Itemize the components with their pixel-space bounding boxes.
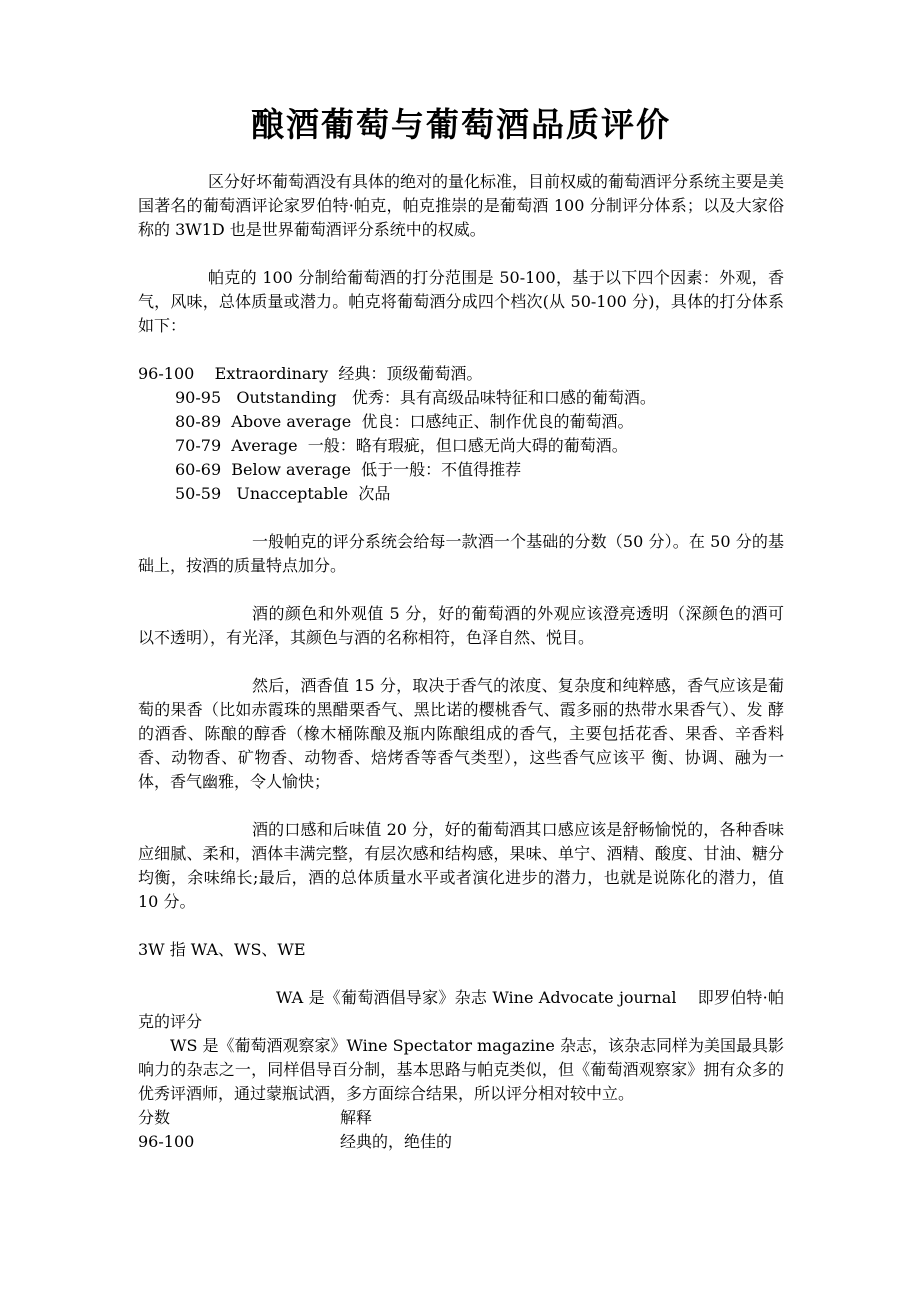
page-title: 酿酒葡萄与葡萄酒品质评价 bbox=[251, 105, 671, 144]
paragraph-intro: 区分好坏葡萄酒没有具体的绝对的量化标准，目前权威的葡萄酒评分系统主要是美国著名的葡萄酒评论家罗伯特·帕克，帕克推崇的是葡萄酒 100 分制评分体系；以及大家俗称的 3W1D 也是世界葡萄酒评分系统中的权威。 bbox=[138, 172, 785, 239]
paragraph-three-w: 3W 指 WA、WS、WE bbox=[138, 940, 306, 959]
table-data-row bbox=[138, 1130, 784, 1154]
paragraph-base-score: 一般帕克的评分系统会给每一款酒一个基础的分数（50 分）。在 50 分的基础上，按酒的质量特点加分。 bbox=[138, 532, 784, 575]
table-cell-score: 96-100 bbox=[138, 1132, 195, 1151]
paragraph-parker-system: 帕克的 100 分制给葡萄酒的打分范围是 50-100，基于以下四个因素：外观，香气，风味，总体质量或潜力。帕克将葡萄酒分成四个档次(从 50-100 分)，具体的打分体系如下： bbox=[138, 268, 784, 335]
rating-item-96-100: 96-100 Extraordinary 经典：顶级葡萄酒。 bbox=[138, 364, 483, 383]
table-header-row bbox=[138, 1106, 784, 1130]
table-cell-description: 经典的，绝佳的 bbox=[340, 1132, 453, 1151]
paragraph-taste: 酒的口感和后味值 20 分，好的葡萄酒其口感应该是舒畅愉悦的，各种香味应细腻、柔和，酒体丰满完整，有层次感和结构感，果味、单宁、酒精、酸度、甘油、糖分均衡，余味绵长;最后，酒的总体质量水平或者演化进步的潜力，也就是说陈化的潜力，值 10 分。 bbox=[138, 820, 790, 911]
table-header-score: 分数 bbox=[138, 1108, 171, 1127]
rating-item-80-89: 80-89 Above average 优良：口感纯正、制作优良的葡萄酒。 bbox=[175, 412, 634, 431]
paragraph-wa: WA 是《葡萄酒倡导家》杂志 Wine Advocate journal 即罗伯特·帕克的评分 bbox=[138, 988, 784, 1031]
rating-item-50-59: 50-59 Unacceptable 次品 bbox=[175, 484, 391, 503]
score-table bbox=[138, 1106, 784, 1154]
paragraph-aroma: 然后，酒香值 15 分，取决于香气的浓度、复杂度和纯粹感，香气应该是葡萄的果香（比如赤霞珠的黑醋栗香气、黑比诺的樱桃香气、霞多丽的热带水果香气）、发 酵的酒香、陈酿的醇香（橡木桶陈酿及瓶内陈酿组成的香气，主要包括花香、果香、辛香料香、动物香、矿物香、动物香、焙烤香等香气类型），这些香气应该平 衡、协调、融为一体，香气幽雅，令人愉快； bbox=[138, 676, 784, 791]
rating-item-70-79: 70-79 Average 一般：略有瑕疵，但口感无尚大碍的葡萄酒。 bbox=[175, 436, 628, 455]
rating-item-60-69: 60-69 Below average 低于一般：不值得推荐 bbox=[175, 460, 522, 479]
paragraph-ws: WS 是《葡萄酒观察家》Wine Spectator magazine 杂志，该杂志同样为美国最具影响力的杂志之一，同样倡导百分制，基本思路与帕克类似，但《葡萄酒观察家》拥有众多的优秀评酒师，通过蒙瓶试酒，多方面综合结果，所以评分相对较中立。 bbox=[138, 1036, 784, 1103]
paragraph-appearance: 酒的颜色和外观值 5 分，好的葡萄酒的外观应该澄亮透明（深颜色的酒可以不透明），有光泽，其颜色与酒的名称相符，色泽自然、悦目。 bbox=[138, 604, 784, 647]
table-header-description: 解释 bbox=[340, 1108, 373, 1127]
rating-scale-list bbox=[138, 362, 784, 506]
rating-item-90-95: 90-95 Outstanding 优秀：具有高级品味特征和口感的葡萄酒。 bbox=[175, 388, 656, 407]
